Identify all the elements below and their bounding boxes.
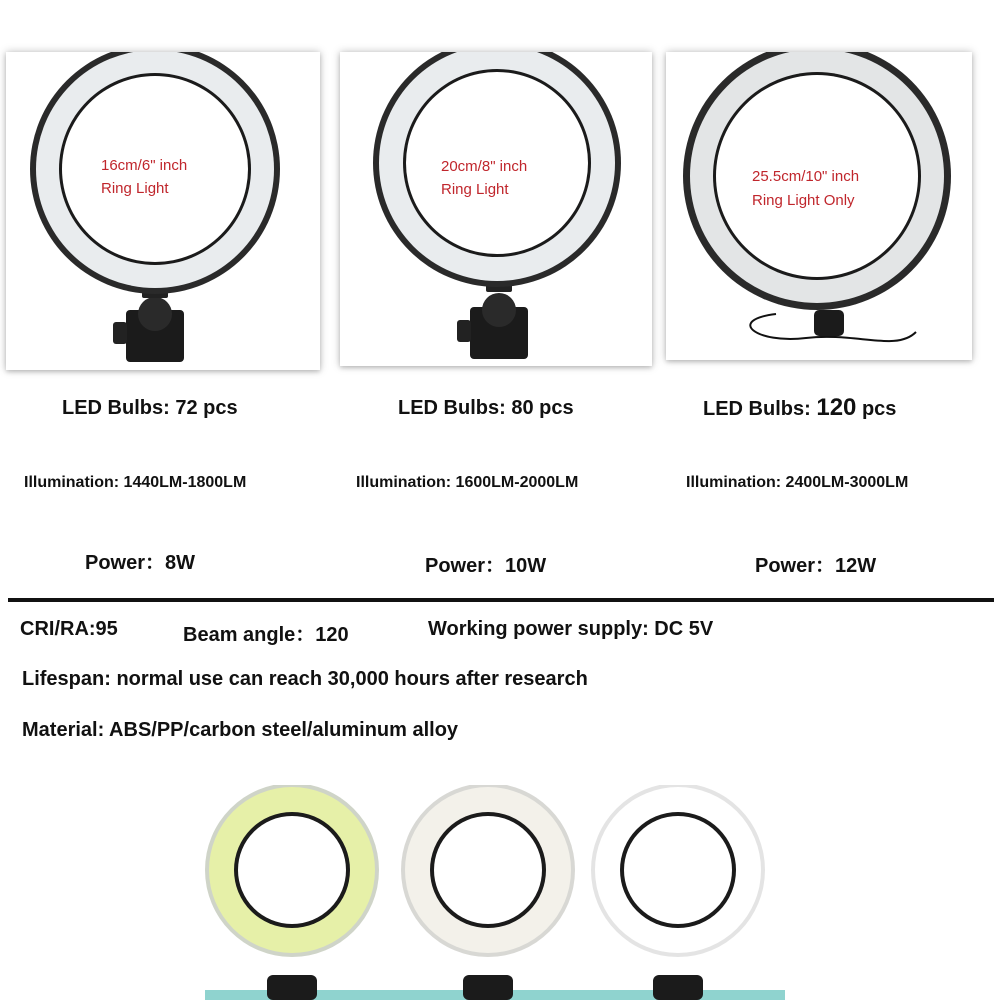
bulbs-unit: pcs — [861, 398, 897, 420]
lifespan-spec: Lifespan: normal use can reach 30,000 hours after research — [22, 668, 588, 690]
bulbs-prefix: LED Bulbs: — [703, 398, 811, 420]
illumination-8inch: Illumination: 1600LM-2000LM — [356, 474, 579, 491]
product-card-6inch — [6, 52, 320, 370]
color-temperature-rings-image — [205, 785, 785, 1000]
bulbs-unit: pcs — [203, 397, 238, 419]
section-divider — [8, 598, 994, 602]
ring-light-6inch-image — [6, 52, 320, 370]
power-supply-spec: Working power supply: DC 5V — [428, 618, 714, 640]
ring-light-8inch-image — [340, 52, 652, 366]
product-card-10inch — [666, 52, 972, 360]
bulbs-count: 72 — [175, 397, 198, 419]
cri-spec: CRI/RA:95 — [20, 618, 118, 640]
material-spec: Material: ABS/PP/carbon steel/aluminum alloy — [22, 719, 459, 741]
led-bulbs-6inch — [62, 397, 238, 420]
illumination-6inch: Illumination: 1440LM-1800LM — [24, 474, 247, 491]
ring-size-label: 16cm/6" inch — [101, 157, 188, 174]
bulbs-prefix: LED Bulbs: — [62, 397, 170, 419]
bulbs-count: 120 — [816, 394, 857, 421]
ring-type-label: Ring Light Only — [752, 192, 855, 209]
bulbs-count: 80 — [511, 397, 534, 419]
power-6inch: Power：8W — [85, 552, 196, 574]
product-card-8inch — [340, 52, 652, 366]
beam-angle-spec: Beam angle：120 — [183, 624, 349, 646]
ring-type-label: Ring Light — [441, 181, 509, 198]
illumination-10inch: Illumination: 2400LM-3000LM — [686, 474, 909, 491]
power-8inch: Power：10W — [425, 555, 547, 577]
led-bulbs-8inch — [398, 397, 574, 420]
ring-size-label: 20cm/8" inch — [441, 158, 528, 175]
led-bulbs-10inch — [703, 394, 896, 422]
ring-type-label: Ring Light — [101, 180, 169, 197]
bulbs-prefix: LED Bulbs: — [398, 397, 506, 419]
ring-size-label: 25.5cm/10" inch — [752, 168, 860, 185]
power-10inch: Power：12W — [755, 555, 877, 577]
bulbs-unit: pcs — [539, 397, 574, 419]
